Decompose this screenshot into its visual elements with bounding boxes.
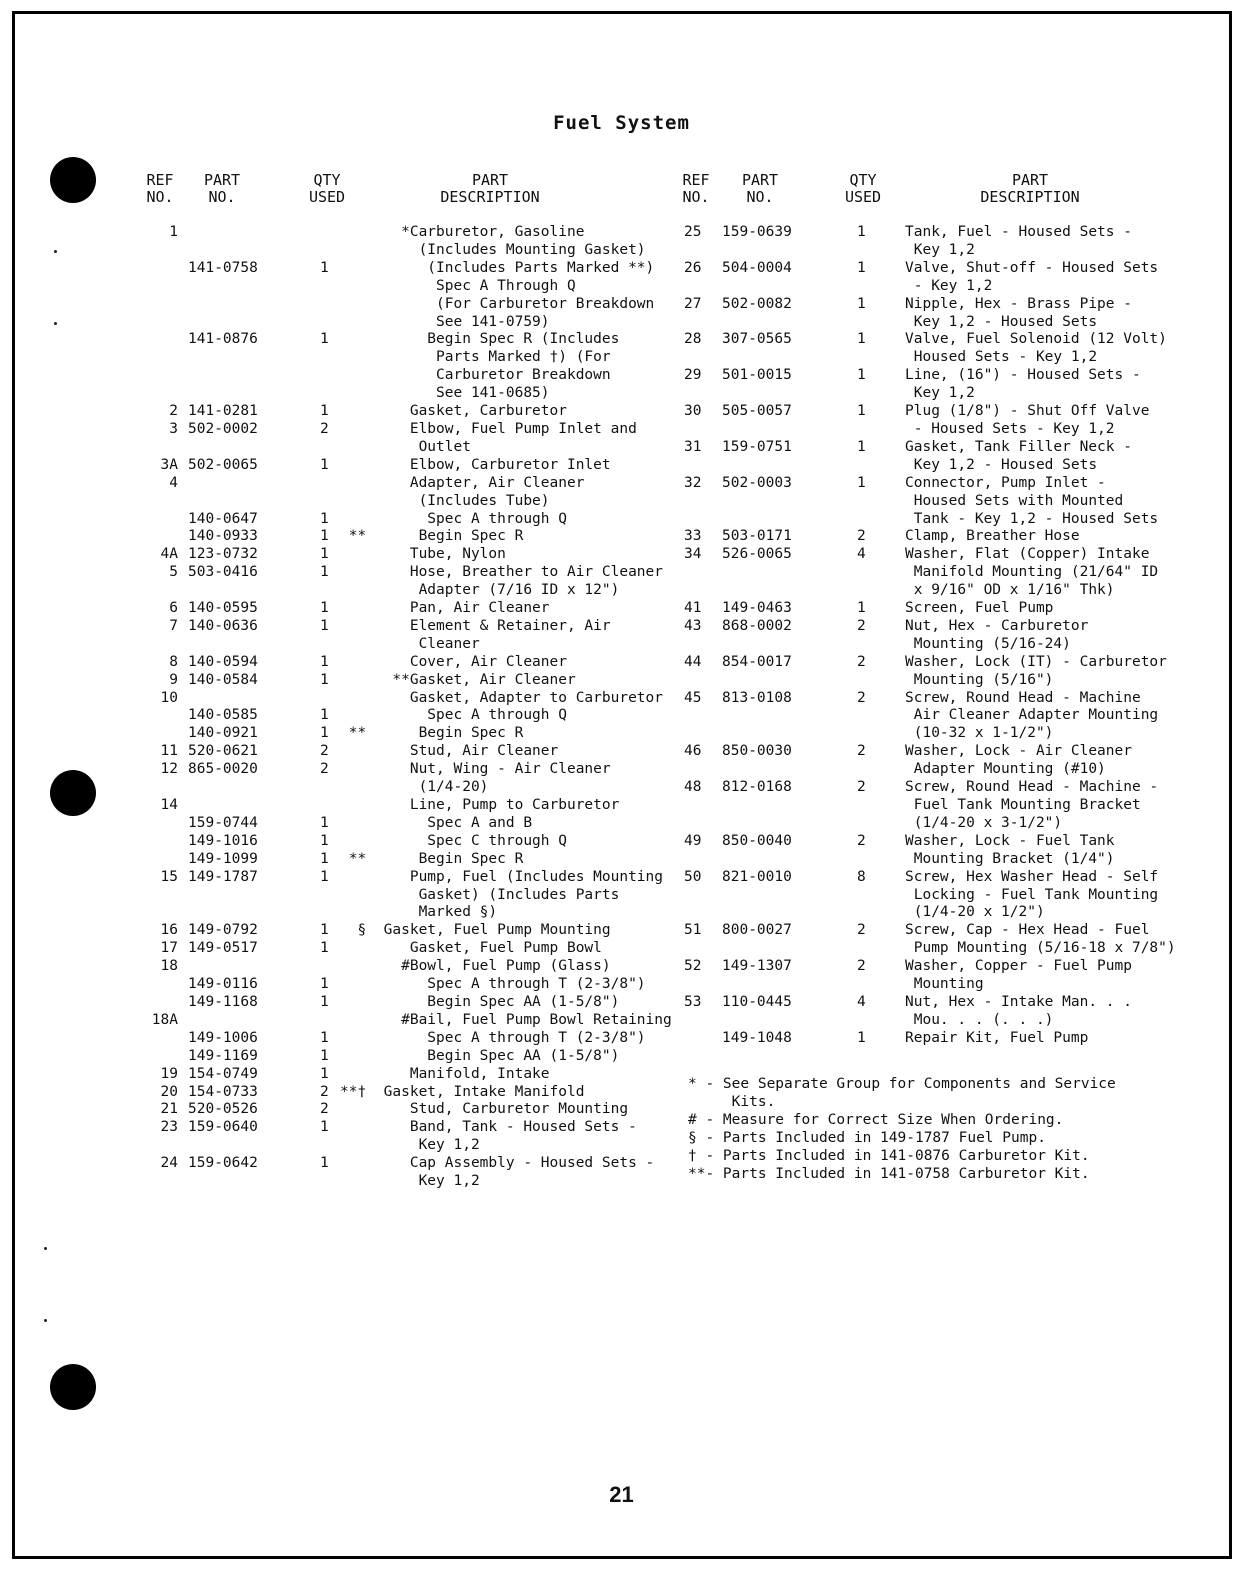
- right-header-part-description: PART DESCRIPTION: [980, 171, 1080, 206]
- left-qty-used: 1 1 1 2 1 1 1 1 1 1 1 1 1 1 1 2 2 1 1 1 1 1 1 1 1 1 1 1 2 2 1 1: [320, 259, 329, 1172]
- right-ref-numbers: 25 26 27 28 29 30 31 32 33 34 41 43 44 45 46 48 49 50 51 52 53: [684, 224, 702, 1010]
- left-part-numbers: 141-0758 141-0876 141-0281 502-0002 502-0065 140-0647 140-0933 123-0732 503-0416 140-0595 140-0636 140-0594 140-0584 140-0585 140-0921 520-0621 865-0020 159-0744 149-1016 149-1099 149-1787 149-0792 149-0517 149-0116 149-1168 149-1006 149-1169 154-0749 154-0733 520-0526 159-0640 159-0642: [188, 259, 258, 1172]
- page-title: Fuel System: [553, 112, 690, 134]
- left-descriptions: *Carburetor, Gasoline (Includes Mounting Gasket) (Includes Parts Marked **) Spec A Through Q (For Carburetor Breakdown See 141-0759) Begin Spec R (Includes Parts Marked †) (For Carburetor Breakdown See 141-0685) Gasket, Carburetor Elbow, Fuel Pump Inlet and Outlet Elbow, Carburetor Inlet Adapter, Air Cleaner (Includes Tube) Spec A through Q ** Begin Spec R Tube, Nylon Hose, Breather to Air Cleaner Adapter (7/16 ID x 12") Pan, Air Cleaner Element & Retainer, Air Cleaner Cover, Air Cleaner **Gasket, Air Cleaner Gasket, Adapter to Carburetor Spec A through Q ** Begin Spec R Stud, Air Cleaner Nut, Wing - Air Cleaner (1/4-20) Line, Pump to Carburetor Spec A and B Spec C through Q ** Begin Spec R Pump, Fuel (Includes Mounting Gasket) (Includes Parts Marked §) § Gasket, Fuel Pump Mounting Gasket, Fuel Pump Bowl #Bowl, Fuel Pump (Glass) Spec A through T (2-3/8") Begin Spec AA (1-5/8") #Bail, Fuel Pump Bowl Retaining Spec A through T (2-3/8") Begin Spec AA (1-5/8") Manifold, Intake **† Gasket, Intake Manifold Stud, Carburetor Mounting Band, Tank - Housed Sets - Key 1,2 Cap Assembly - Housed Sets - Key 1,2: [340, 224, 672, 1190]
- left-ref-numbers: 1 2 3 3A 4 4A 5 6 7 8 9 10 11 12 14 15 16 17 18 18A 19 20 21 23 24: [151, 224, 178, 1172]
- right-qty-used: 1 1 1 1 1 1 1 1 2 4 1 2 2 2 2 2 2 8 2 2 4 1: [857, 224, 866, 1046]
- footnotes: * - See Separate Group for Components and Service Kits. # - Measure for Correct Size When Ordering. § - Parts Included in 149-1787 Fuel Pump. † - Parts Included in 141-0876 Carburetor Kit. **- Parts Included in 141-0758 Carburetor Kit.: [688, 1076, 1116, 1182]
- right-header-ref-no: REF NO.: [682, 171, 710, 206]
- left-header-ref-no: REF NO.: [146, 171, 174, 206]
- right-descriptions: Tank, Fuel - Housed Sets - Key 1,2 Valve, Shut-off - Housed Sets - Key 1,2 Nipple, Hex - Brass Pipe - Key 1,2 - Housed Sets Valve, Fuel Solenoid (12 Volt) Housed Sets - Key 1,2 Line, (16") - Housed Sets - Key 1,2 Plug (1/8") - Shut Off Valve - Housed Sets - Key 1,2 Gasket, Tank Filler Neck - Key 1,2 - Housed Sets Connector, Pump Inlet - Housed Sets with Mounted Tank - Key 1,2 - Housed Sets Clamp, Breather Hose Washer, Flat (Copper) Intake Manifold Mounting (21/64" ID x 9/16" OD x 1/16" Thk) Screen, Fuel Pump Nut, Hex - Carburetor Mounting (5/16-24) Washer, Lock (IT) - Carburetor Mounting (5/16") Screw, Round Head - Machine Air Cleaner Adapter Mounting (10-32 x 1-1/2") Washer, Lock - Air Cleaner Adapter Mounting (#10) Screw, Round Head - Machine - Fuel Tank Mounting Bracket (1/4-20 x 3-1/2") Washer, Lock - Fuel Tank Mounting Bracket (1/4") Screw, Hex Washer Head - Self Locking - Fuel Tank Mounting (1/4-20 x 1/2") Screw, Cap - Hex Head - Fuel Pump Mounting (5/16-18 x 7/8") Washer, Copper - Fuel Pump Mounting Nut, Hex - Intake Man. . . Mou. . . (. . .) Repair Kit, Fuel Pump: [905, 224, 1176, 1046]
- punch-hole-middle: [50, 770, 96, 816]
- scan-speck: [44, 1247, 47, 1250]
- punch-hole-top: [50, 157, 96, 203]
- left-header-part-description: PART DESCRIPTION: [440, 171, 540, 206]
- right-header-qty-used: QTY USED: [844, 171, 882, 206]
- page-number: 21: [609, 1482, 634, 1507]
- scan-speck: [44, 1319, 47, 1322]
- right-header-part-no: PART NO.: [741, 171, 779, 206]
- scan-speck: [54, 250, 57, 253]
- left-header-part-no: PART NO.: [203, 171, 241, 206]
- punch-hole-bottom: [50, 1364, 96, 1410]
- left-header-qty-used: QTY USED: [308, 171, 346, 206]
- right-part-numbers: 159-0639 504-0004 502-0082 307-0565 501-0015 505-0057 159-0751 502-0003 503-0171 526-0065 149-0463 868-0002 854-0017 813-0108 850-0030 812-0168 850-0040 821-0010 800-0027 149-1307 110-0445 149-1048: [722, 224, 792, 1046]
- scan-speck: [54, 322, 57, 325]
